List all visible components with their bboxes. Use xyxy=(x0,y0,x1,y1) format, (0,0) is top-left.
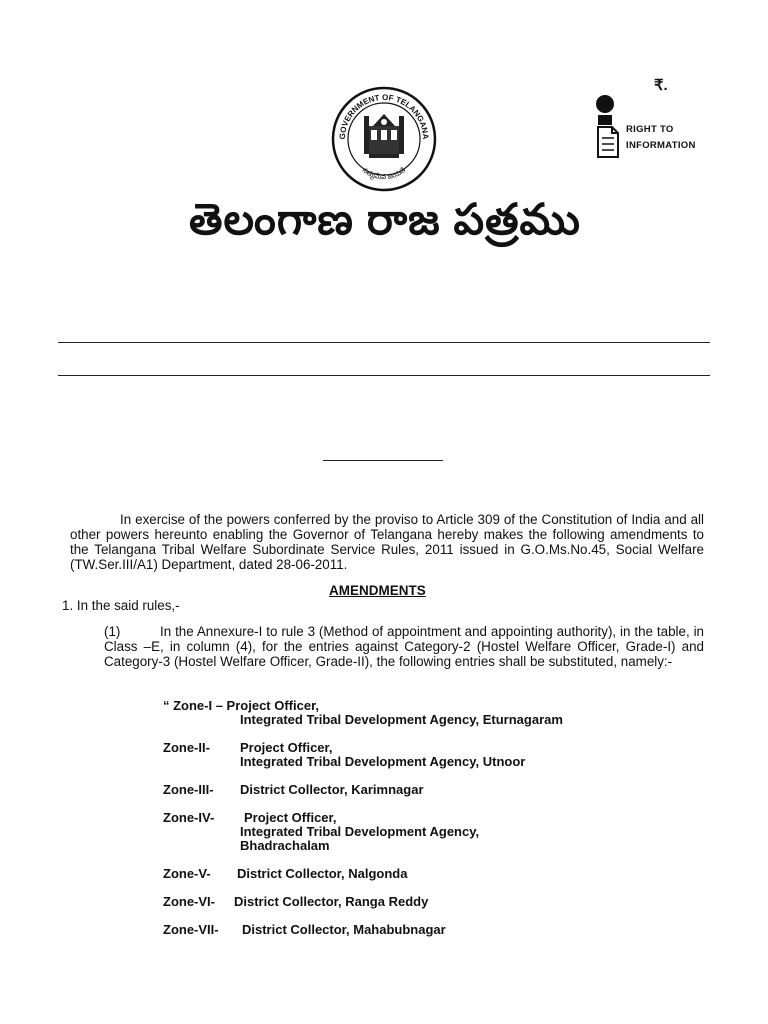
zone-entry xyxy=(163,895,428,909)
short-rule xyxy=(323,460,443,461)
sub-rule-number: (1) xyxy=(104,624,121,639)
zone-continuation: Bhadrachalam xyxy=(240,838,330,853)
zone-authority: District Collector, Ranga Reddy xyxy=(234,894,429,909)
rti-icon xyxy=(590,95,622,161)
gazette-title: తెలంగాణ రాజ పత్రము xyxy=(189,196,581,244)
zone-label: Zone-V- xyxy=(163,866,211,881)
zone-continuation: Integrated Tribal Development Agency, Eturnagaram xyxy=(240,712,563,727)
amendments-heading: AMENDMENTS xyxy=(329,583,426,598)
zone-entry xyxy=(163,783,424,797)
preamble-paragraph: In exercise of the powers conferred by the proviso to Article 309 of the Constitution of India and all other powers hereunto enabling the Governor of Telangana hereby makes the following amendments to the Telangana Tribal Welfare Subordinate Service Rules, 2011 issued in G.O.Ms.No.45, Social Welfare (TW.Ser.III/A1) Department, dated 28-06-2011. xyxy=(70,512,704,572)
currency-symbol: ₹. xyxy=(654,77,668,94)
zone-entry xyxy=(163,811,479,853)
telangana-emblem xyxy=(331,86,437,192)
zone-authority: Project Officer, xyxy=(244,810,337,825)
zone-label: Zone-VII- xyxy=(163,922,219,937)
zone-authority: District Collector, Mahabubnagar xyxy=(242,922,446,937)
zone-authority: Project Officer, xyxy=(240,740,333,755)
sub-rule-text: In the Annexure-I to rule 3 (Method of appointment and appointing authority), in the table, in Class –E, in column (4), for the entries against Category-2 (Hostel Welfare Officer, Grade-I) and Category-3 (Hostel Welfare Officer, Grade-II), the following entries shall be substituted, namely:- xyxy=(104,624,704,669)
rti-line1: RIGHT TO xyxy=(626,124,674,135)
zone-entry xyxy=(163,923,446,937)
zone-entry xyxy=(163,867,407,881)
zone-label: Zone-IV- xyxy=(163,810,215,825)
zone-entry xyxy=(163,741,525,769)
horizontal-rule-bottom xyxy=(58,375,710,376)
zone-authority: District Collector, Nalgonda xyxy=(237,866,408,881)
horizontal-rule-top xyxy=(58,342,710,343)
zone-label: Zone-II- xyxy=(163,740,210,755)
zone-continuation: Integrated Tribal Development Agency, xyxy=(240,824,480,839)
zone-authority: District Collector, Karimnagar xyxy=(240,782,424,797)
zone-entry xyxy=(163,699,563,727)
emblem-bottom-text: సత్యమేవ జయతే xyxy=(360,166,408,182)
sub-rule-1 xyxy=(104,624,704,669)
zone-label: “ Zone-I – Project Officer, xyxy=(163,698,320,713)
rti-line2: INFORMATION xyxy=(626,140,696,151)
svg-text:సత్యమేవ జయతే xyxy=(361,166,407,181)
zone-label: Zone-III- xyxy=(163,782,214,797)
zone-continuation: Integrated Tribal Development Agency, Utnoor xyxy=(240,754,526,769)
rule-1-intro: 1. In the said rules,- xyxy=(62,598,180,613)
zone-label: Zone-VI- xyxy=(163,894,215,909)
emblem-top-text: GOVERNMENT OF TELANGANA xyxy=(337,92,431,140)
rti-logo xyxy=(590,95,720,165)
